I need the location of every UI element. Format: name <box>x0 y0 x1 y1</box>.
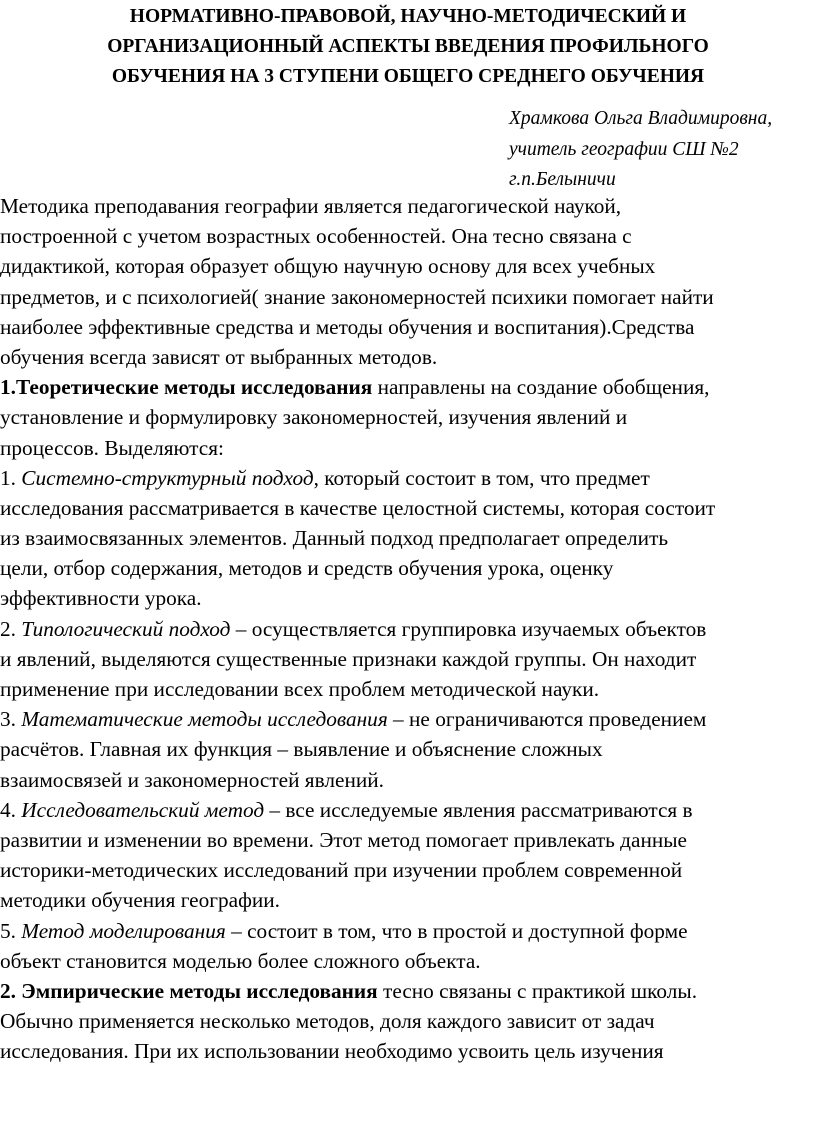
section-heading-rest: направлены на создание обобщения, <box>372 375 710 400</box>
method-name: Метод моделирования <box>21 918 226 943</box>
body-line: расчётов. Главная их функция – выявление и объяснение сложных <box>0 737 603 762</box>
section-heading-empirical <box>0 976 816 1006</box>
section-heading-rest: тесно связаны с практикой школы. <box>377 978 698 1003</box>
body-line: установление и формулировку закономерностей, изучения явлений и <box>0 405 628 430</box>
method-item-2 <box>0 614 816 644</box>
method-item-5 <box>0 916 816 946</box>
method-number: 5. <box>0 918 22 943</box>
document-body <box>0 191 816 1066</box>
body-line: Методика преподавания географии является педагогической наукой, <box>0 194 622 218</box>
body-line: эффективности урока. <box>0 586 202 611</box>
title-line: НОРМАТИВНО-ПРАВОВОЙ, НАУЧНО-МЕТОДИЧЕСКИЙ И <box>129 6 687 27</box>
method-description: – состоит в том, что в простой и доступной форме <box>225 918 688 943</box>
author-place: г.п.Белыничи <box>509 169 616 190</box>
body-line: процессов. Выделяются: <box>0 435 224 460</box>
method-item-1 <box>0 463 816 493</box>
document-title <box>0 2 816 92</box>
method-name: Математические методы исследования <box>21 707 388 732</box>
body-line: наиболее эффективные средства и методы обучения и воспитания).Средства <box>0 314 695 339</box>
body-line: методики обучения географии. <box>0 888 280 913</box>
method-description: , который состоит в том, что предмет <box>313 465 650 490</box>
method-name: Исследовательский метод <box>21 797 265 822</box>
body-line: построенной с учетом возрастных особенностей. Она тесно связана с <box>0 224 632 249</box>
method-number: 4. <box>0 797 22 822</box>
title-line: ОРГАНИЗАЦИОННЫЙ АСПЕКТЫ ВВЕДЕНИЯ ПРОФИЛЬНОГО <box>107 36 709 57</box>
method-name: Типологический подход <box>21 616 231 641</box>
method-number: 3. <box>0 707 22 732</box>
method-description: – осуществляется группировка изучаемых объектов <box>230 616 707 641</box>
body-line: обучения всегда зависят от выбранных методов. <box>0 344 438 369</box>
body-line: исследования рассматривается в качестве целостной системы, которая состоит <box>0 495 716 520</box>
body-line: исследования. При их использовании необходимо усвоить цель изучения <box>0 1039 664 1064</box>
method-number: 1. <box>0 465 22 490</box>
body-line: применение при исследовании всех проблем методической науки. <box>0 677 600 701</box>
author-name: Храмкова Ольга Владимировна, <box>509 108 773 129</box>
title-line: ОБУЧЕНИЯ НА 3 СТУПЕНИ ОБЩЕГО СРЕДНЕГО ОБУЧЕНИЯ <box>111 66 705 87</box>
body-line: развитии и изменении во времени. Этот метод помогает привлекать данные <box>0 827 688 852</box>
section-heading-text: 2. Эмпирические методы исследования <box>0 978 378 1003</box>
method-description: – не ограничиваются проведением <box>387 707 707 732</box>
author-position: учитель географии СШ №2 <box>509 138 739 160</box>
body-line: цели, отбор содержания, методов и средств обучения урока, оценку <box>0 556 614 581</box>
method-item-3 <box>0 704 816 734</box>
method-name: Системно-структурный подход <box>21 465 314 490</box>
method-description: – все исследуемые явления рассматриваются в <box>264 797 693 822</box>
author-block <box>509 104 816 196</box>
body-line: историки-методических исследований при изучении проблем современной <box>0 858 683 883</box>
section-heading-text: 1.Теоретические методы исследования <box>0 375 373 400</box>
section-heading-theoretical <box>0 372 816 402</box>
method-number: 2. <box>0 616 22 641</box>
body-line: и явлений, выделяются существенные признаки каждой группы. Он находит <box>0 646 697 671</box>
body-line: дидактикой, которая образует общую научную основу для всех учебных <box>0 254 656 279</box>
method-item-4 <box>0 795 816 825</box>
body-line: взаимосвязей и закономерностей явлений. <box>0 767 384 792</box>
body-line: из взаимосвязанных элементов. Данный подход предполагает определить <box>0 526 669 551</box>
body-line: предметов, и с психологией( знание закономерностей психики помогает найти <box>0 284 714 309</box>
body-line: Обычно применяется несколько методов, доля каждого зависит от задач <box>0 1009 655 1034</box>
body-line: объект становится моделью более сложного объекта. <box>0 948 481 973</box>
